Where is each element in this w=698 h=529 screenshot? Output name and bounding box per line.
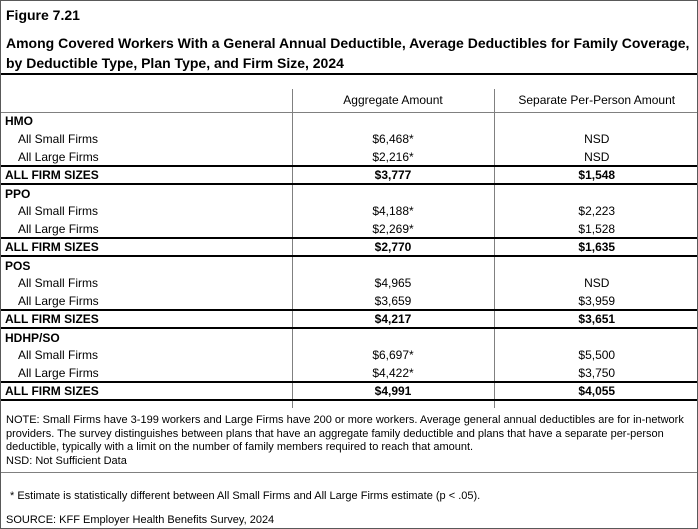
- empty-cell: [292, 400, 494, 408]
- separate-value: $3,959: [494, 292, 698, 310]
- deductibles-table: [1, 89, 698, 408]
- aggregate-value: $6,468*: [292, 130, 494, 148]
- table-row-total: [1, 382, 698, 400]
- aggregate-value: $4,422*: [292, 364, 494, 382]
- table-row: [1, 148, 698, 166]
- table-row: [1, 256, 698, 274]
- row-label: All Small Firms: [18, 276, 98, 290]
- aggregate-value: $2,216*: [292, 148, 494, 166]
- empty-cell: [292, 184, 494, 202]
- separate-value: $3,651: [494, 310, 698, 328]
- row-label: All Small Firms: [18, 204, 98, 218]
- separate-value: $2,223: [494, 202, 698, 220]
- row-label: ALL FIRM SIZES: [1, 166, 292, 184]
- note-block: [1, 414, 697, 468]
- aggregate-value: $6,697*: [292, 346, 494, 364]
- separate-value: NSD: [494, 148, 698, 166]
- separate-value: $1,528: [494, 220, 698, 238]
- empty-cell: [1, 400, 292, 408]
- statistical-footnote: * Estimate is statistically different between All Small Firms and All Large Firms estimate (p < .05).: [10, 490, 481, 502]
- table-row: [1, 346, 698, 364]
- table-header-row: [1, 89, 698, 112]
- table-row: [1, 220, 698, 238]
- plan-type-ppo: PPO: [5, 186, 31, 201]
- table-row: [1, 202, 698, 220]
- empty-cell: [494, 328, 698, 346]
- row-label: ALL FIRM SIZES: [1, 382, 292, 400]
- row-label: All Large Firms: [18, 293, 99, 308]
- table-row: [1, 112, 698, 130]
- nsd-definition: NSD: Not Sufficient Data: [6, 454, 127, 467]
- row-label: All Large Firms: [18, 149, 99, 164]
- empty-cell: [494, 256, 698, 274]
- row-label: ALL FIRM SIZES: [1, 238, 292, 256]
- source-line: SOURCE: KFF Employer Health Benefits Survey, 2024: [6, 514, 275, 526]
- empty-cell: [494, 184, 698, 202]
- note-text: NOTE: Small Firms have 3-199 workers and Large Firms have 200 or more workers. Average general annual deductibles are for in-network providers. The survey distinguishes between plans that have an aggregate family deductible and plans that have a separate per-person deductible, typically with a limit on the number of family members required to reach that amount.: [6, 414, 684, 453]
- table-row: [1, 328, 698, 346]
- plan-type-pos: POS: [5, 258, 31, 273]
- table-row-total: [1, 238, 698, 256]
- aggregate-value: $3,659: [292, 292, 494, 310]
- aggregate-value: $2,770: [292, 238, 494, 256]
- table-row: [1, 364, 698, 382]
- row-label: All Large Firms: [18, 221, 99, 236]
- table-row: [1, 274, 698, 292]
- aggregate-value: $4,991: [292, 382, 494, 400]
- table-row: [1, 292, 698, 310]
- aggregate-value: $2,269*: [292, 220, 494, 238]
- table-stub-row: [1, 400, 698, 408]
- aggregate-value: $4,217: [292, 310, 494, 328]
- separate-value: $3,750: [494, 364, 698, 382]
- title-block: [1, 1, 697, 75]
- table-row: [1, 184, 698, 202]
- separate-value: $4,055: [494, 382, 698, 400]
- empty-cell: [494, 400, 698, 408]
- empty-cell: [292, 256, 494, 274]
- empty-cell: [292, 112, 494, 130]
- aggregate-value: $4,965: [292, 274, 494, 292]
- footer-block: [1, 473, 697, 527]
- separate-value: $1,548: [494, 166, 698, 184]
- aggregate-value: $4,188*: [292, 202, 494, 220]
- table-row-total: [1, 310, 698, 328]
- empty-cell: [494, 112, 698, 130]
- row-label: All Small Firms: [18, 132, 98, 146]
- table-row-total: [1, 166, 698, 184]
- plan-type-hmo: HMO: [5, 114, 33, 129]
- separate-value: NSD: [494, 130, 698, 148]
- plan-type-hdhpso: HDHP/SO: [5, 330, 60, 345]
- separate-value: $5,500: [494, 346, 698, 364]
- row-label: All Large Firms: [18, 365, 99, 380]
- aggregate-value: $3,777: [292, 166, 494, 184]
- separate-value: $1,635: [494, 238, 698, 256]
- header-aggregate-amount: Aggregate Amount: [292, 89, 494, 112]
- header-empty-cell: [1, 89, 292, 112]
- separate-value: NSD: [494, 274, 698, 292]
- empty-cell: [292, 328, 494, 346]
- header-separate-per-person-amount: Separate Per-Person Amount: [494, 89, 698, 112]
- figure-number: Figure 7.21: [6, 7, 80, 23]
- figure-title: Among Covered Workers With a General Annual Deductible, Average Deductibles for Family Coverage, by Deductible Type, Plan Type, and Firm Size, 2024: [6, 35, 690, 71]
- row-label: All Small Firms: [18, 348, 98, 362]
- table-row: [1, 130, 698, 148]
- row-label: ALL FIRM SIZES: [1, 310, 292, 328]
